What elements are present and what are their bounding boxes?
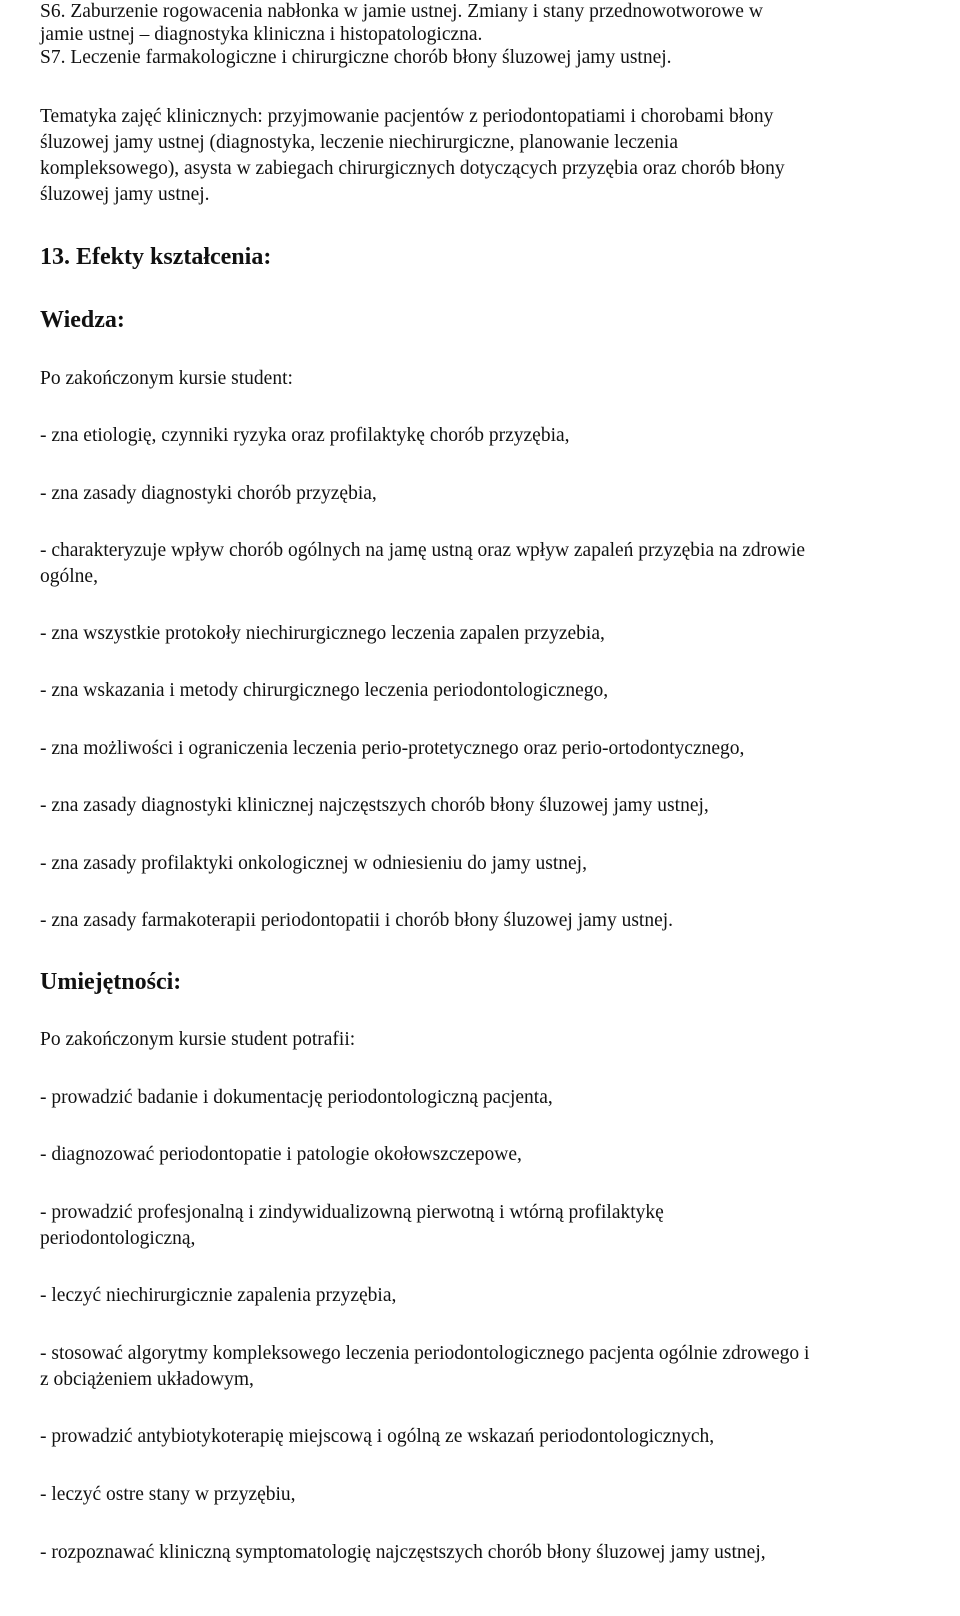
list-item: - charakteryzuje wpływ chorób ogólnych na jamę ustną oraz wpływ zapaleń przyzębia na zdrowie ogólne, [40, 540, 806, 587]
list-item: - zna zasady diagnostyki klinicznej najczęstszych chorób błony śluzowej jamy ustnej, [40, 795, 709, 816]
topic-line: jamie ustnej – diagnostyka kliniczna i histopatologiczna. [40, 24, 483, 45]
list-item: - zna możliwości i ograniczenia leczenia perio-protetycznego oraz perio-ortodontycznego, [40, 738, 745, 759]
list-item: - zna etiologię, czynniki ryzyka oraz profilaktykę chorób przyzębia, [40, 425, 570, 446]
list-item: - leczyć ostre stany w przyzębiu, [40, 1484, 296, 1505]
list-item: - zna wszystkie protokoły niechirurgicznego leczenia zapalen przyzebia, [40, 623, 605, 644]
list-item: - zna zasady farmakoterapii periodontopatii i chorób błony śluzowej jamy ustnej. [40, 910, 674, 931]
wiedza-heading: Wiedza: [40, 307, 125, 333]
section-title: 13. Efekty kształcenia: [40, 244, 272, 270]
list-item: - diagnozować periodontopatie i patologie okołowszczepowe, [40, 1144, 522, 1165]
topic-line: S6. Zaburzenie rogowacenia nabłonka w jamie ustnej. Zmiany i stany przednowotworowe w [40, 1, 763, 22]
list-item: - prowadzić antybiotykoterapię miejscową i ogólną ze wskazań periodontologicznych, [40, 1426, 715, 1447]
list-item: - zna zasady profilaktyki onkologicznej w odniesieniu do jamy ustnej, [40, 853, 587, 874]
umiejetnosci-intro: Po zakończonym kursie student potrafii: [40, 1029, 356, 1050]
clinical-topics-paragraph [40, 104, 935, 208]
umiejetnosci-heading: Umiejętności: [40, 969, 182, 995]
paragraph-line: śluzowej jamy ustnej. [40, 184, 210, 205]
list-item: - prowadzić badanie i dokumentację periodontologiczną pacjenta, [40, 1087, 553, 1108]
paragraph-line: kompleksowego), asysta w zabiegach chirurgicznych dotyczących przyzębia oraz chorób błony [40, 158, 785, 179]
paragraph-line: Tematyka zajęć klinicznych: przyjmowanie pacjentów z periodontopatiami i chorobami błony [40, 106, 774, 127]
list-item: - zna wskazania i metody chirurgicznego leczenia periodontologicznego, [40, 680, 609, 701]
wiedza-intro: Po zakończonym kursie student: [40, 368, 293, 389]
list-item: - stosować algorytmy kompleksowego leczenia periodontologicznego pacjenta ogólnie zdrowego i z obciążeniem układowym, [40, 1343, 810, 1390]
list-item: - rozpoznawać kliniczną symptomatologię najczęstszych chorób błony śluzowej jamy ustnej, [40, 1542, 766, 1563]
topic-line: S7. Leczenie farmakologiczne i chirurgiczne chorób błony śluzowej jamy ustnej. [40, 47, 672, 68]
list-item: - zna zasady diagnostyki chorób przyzębia, [40, 483, 377, 504]
list-item: - prowadzić profesjonalną i zindywidualizowną pierwotną i wtórną profilaktykę periodontologiczną, [40, 1202, 664, 1249]
syllabus-topics-block [40, 0, 935, 69]
list-item: - leczyć niechirurgicznie zapalenia przyzębia, [40, 1285, 397, 1306]
paragraph-line: śluzowej jamy ustnej (diagnostyka, leczenie niechirurgiczne, planowanie leczenia [40, 132, 679, 153]
